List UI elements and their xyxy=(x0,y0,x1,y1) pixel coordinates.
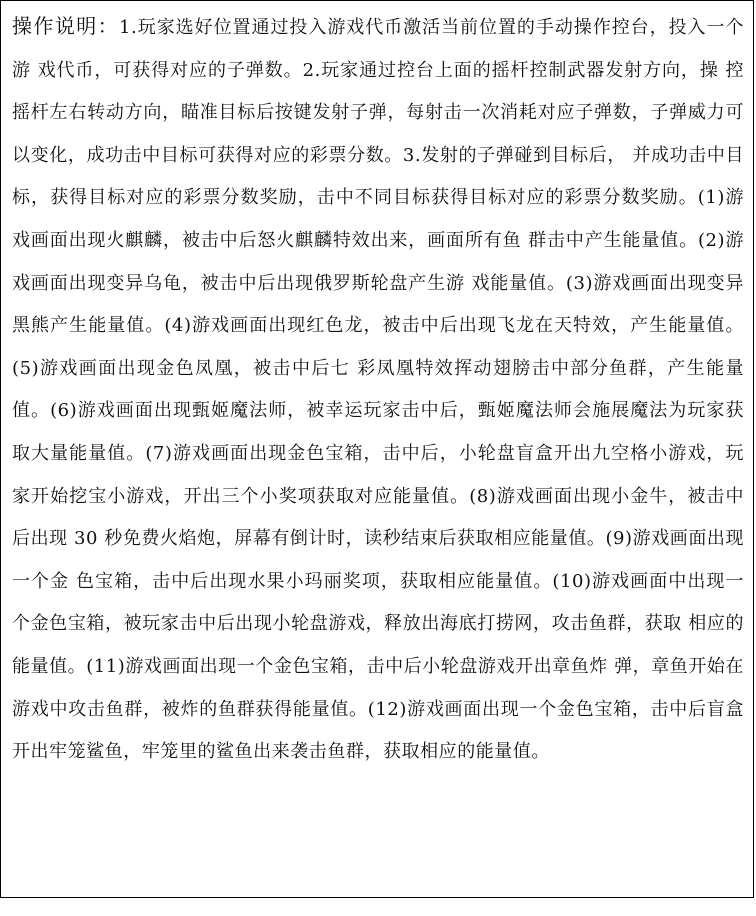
instructions-paragraph xyxy=(1,1,753,774)
instructions-label: 操作说明： xyxy=(12,14,120,38)
instructions-body: 1.玩家选好位置通过投入游戏代币激活当前位置的手动操作控台，投入一个游 戏代币，可获得对应的子弹数。2.玩家通过控台上面的摇杆控制武器发射方向，操 控摇杆左右转动方向，瞄准目标后按键发射子弹，每射击一次消耗对应子弹数，子弹威力可以变化，成功击中目标可获得对应的彩票分数。3.发射的子弹碰到目标后， 并成功击中目标，获得目标对应的彩票分数奖励，击中不同目标获得目标对应的彩票分数奖励。(1)游戏画面出现火麒麟，被击中后怒火麒麟特效出来，画面所有鱼 群击中产生能量值。(2)游戏画面出现变异乌龟，被击中后出现俄罗斯轮盘产生游 戏能量值。(3)游戏画面出现变异黑熊产生能量值。(4)游戏画面出现红色龙，被击中后出现飞龙在天特效，产生能量值。(5)游戏画面出现金色凤凰，被击中后七 彩凤凰特效挥动翅膀击中部分鱼群，产生能量值。(6)游戏画面出现甄姬魔法师，被幸运玩家击中后，甄姬魔法师会施展魔法为玩家获取大量能量值。(7)游戏画面出现金色宝箱，击中后，小轮盘盲盒开出九空格小游戏，玩家开始挖宝小游戏，开出三个小奖项获取对应能量值。(8)游戏画面出现小金牛，被击中后出现 30 秒免费火焰炮，屏幕有倒计时，读秒结束后获取相应能量值。(9)游戏画面出现一个金 色宝箱，击中后出现水果小玛丽奖项，获取相应能量值。(10)游戏画面中出现一 个金色宝箱，被玩家击中后出现小轮盘游戏，释放出海底打捞网，攻击鱼群，获取 相应的能量值。(11)游戏画面出现一个金色宝箱，击中后小轮盘游戏开出章鱼炸 弹，章鱼开始在游戏中攻击鱼群，被炸的鱼群获得能量值。(12)游戏画面出现一个金色宝箱，击中后盲盒开出牢笼鲨鱼，牢笼里的鲨鱼出来袭击鱼群，获取相应的能量值。 xyxy=(12,17,744,763)
